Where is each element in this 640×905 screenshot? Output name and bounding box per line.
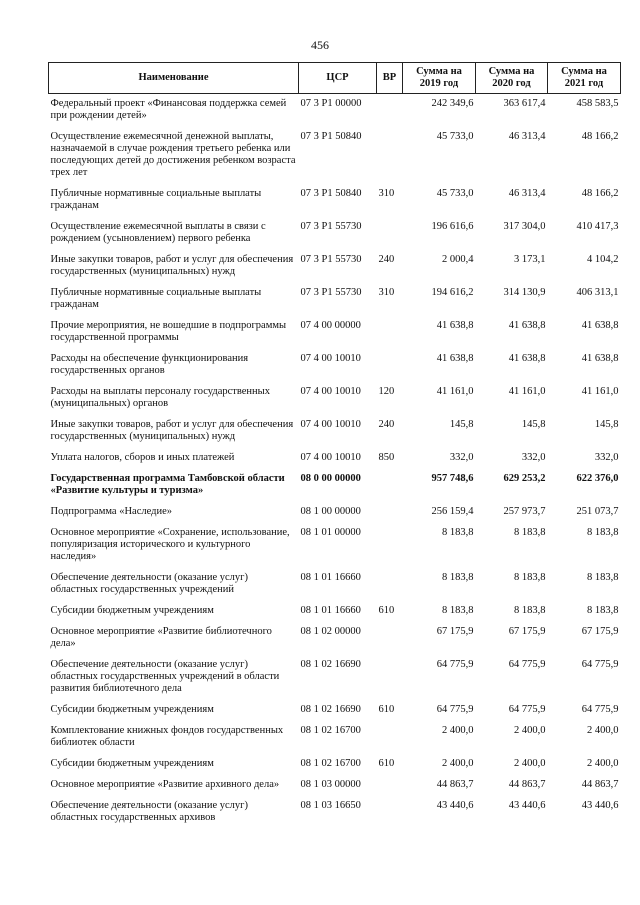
cell-csr: 08 1 01 16660 — [300, 572, 361, 583]
cell-y2021: 64 775,9 — [581, 659, 619, 670]
cell-y2021: 41 161,0 — [581, 386, 619, 397]
cell-y2021: 43 440,6 — [581, 800, 619, 811]
cell-y2021: 44 863,7 — [581, 779, 619, 790]
cell-csr: 07 4 00 10010 — [300, 353, 361, 364]
cell-name: Основное мероприятие «Развитие архивного дела» — [50, 779, 280, 790]
cell-y2021: 8 183,8 — [587, 605, 619, 616]
cell-y2020: 2 400,0 — [514, 725, 546, 736]
cell-csr: 08 1 02 00000 — [300, 626, 361, 637]
header-vr: ВР — [377, 63, 403, 94]
cell-csr: 07 4 00 00000 — [300, 320, 361, 331]
cell-y2019: 8 183,8 — [442, 605, 474, 616]
cell-y2021: 8 183,8 — [587, 572, 619, 583]
cell-y2019: 44 863,7 — [436, 779, 474, 790]
cell-name: Основное мероприятие «Сохранение, использование, популяризация исторического и культурного наследия» — [50, 527, 290, 562]
table-row — [49, 523, 621, 568]
cell-vr — [377, 568, 403, 601]
cell-y2019: 2 000,4 — [442, 254, 474, 265]
cell-y2019: 194 616,2 — [431, 287, 474, 298]
cell-y2021: 2 400,0 — [587, 758, 619, 769]
cell-y2020: 257 973,7 — [503, 506, 546, 517]
cell-csr: 08 1 01 16660 — [300, 605, 361, 616]
cell-name: Иные закупки товаров, работ и услуг для обеспечения государственных (муниципальных) нужд — [50, 419, 294, 442]
table-row — [49, 184, 621, 217]
cell-y2020: 46 313,4 — [508, 188, 546, 199]
cell-csr: 08 1 02 16690 — [300, 659, 361, 670]
cell-csr: 07 3 P1 00000 — [300, 98, 362, 109]
cell-y2021: 458 583,5 — [576, 98, 619, 109]
cell-y2021: 406 313,1 — [576, 287, 619, 298]
cell-vr — [377, 622, 403, 655]
cell-y2021: 48 166,2 — [581, 131, 619, 142]
header-sum-2020: Сумма на 2020 год — [476, 63, 548, 94]
cell-csr: 07 3 P1 50840 — [300, 131, 362, 142]
cell-y2019: 145,8 — [449, 419, 474, 430]
cell-y2020: 46 313,4 — [508, 131, 546, 142]
cell-y2021: 64 775,9 — [581, 704, 619, 715]
cell-name: Обеспечение деятельности (оказание услуг) областных государственных учреждений в области развития библиотечного дела — [50, 659, 280, 694]
cell-y2020: 41 638,8 — [508, 353, 546, 364]
cell-name: Субсидии бюджетным учреждениям — [50, 605, 214, 616]
cell-y2020: 363 617,4 — [503, 98, 546, 109]
cell-y2019: 196 616,6 — [431, 221, 474, 232]
cell-y2021: 410 417,3 — [576, 221, 619, 232]
table-row — [49, 283, 621, 316]
cell-y2020: 64 775,9 — [508, 704, 546, 715]
cell-name: Иные закупки товаров, работ и услуг для обеспечения государственных (муниципальных) нужд — [50, 254, 294, 277]
cell-csr: 08 1 00 00000 — [300, 506, 361, 517]
cell-csr: 08 1 03 16650 — [300, 800, 361, 811]
cell-name: Расходы на обеспечение функционирования государственных органов — [50, 353, 249, 376]
cell-y2020: 8 183,8 — [514, 527, 546, 538]
cell-y2020: 3 173,1 — [514, 254, 546, 265]
cell-csr: 07 4 00 10010 — [300, 452, 361, 463]
cell-name: Основное мероприятие «Развитие библиотечного дела» — [50, 626, 272, 649]
cell-name: Федеральный проект «Финансовая поддержка семей при рождении детей» — [50, 98, 287, 121]
cell-csr: 07 3 P1 50840 — [300, 188, 362, 199]
cell-y2020: 41 161,0 — [508, 386, 546, 397]
cell-y2020: 8 183,8 — [514, 605, 546, 616]
cell-name: Расходы на выплаты персоналу государственных (муниципальных) органов — [50, 386, 270, 409]
cell-vr — [377, 655, 403, 700]
table-row — [49, 622, 621, 655]
cell-y2020: 629 253,2 — [503, 473, 546, 484]
cell-csr: 08 0 00 00000 — [300, 473, 361, 484]
cell-csr: 07 3 P1 55730 — [300, 221, 362, 232]
cell-y2020: 67 175,9 — [508, 626, 546, 637]
table-body — [49, 94, 621, 830]
cell-y2019: 242 349,6 — [431, 98, 474, 109]
budget-table — [48, 62, 621, 829]
cell-name: Комплектование книжных фондов государственных библиотек области — [50, 725, 284, 748]
cell-csr: 08 1 03 00000 — [300, 779, 361, 790]
cell-y2021: 2 400,0 — [587, 725, 619, 736]
cell-name: Осуществление ежемесячной выплаты в связи с рождением (усыновлением) первого ребенка — [50, 221, 266, 244]
cell-y2019: 41 638,8 — [436, 320, 474, 331]
cell-vr — [377, 349, 403, 382]
cell-csr: 08 1 02 16700 — [300, 725, 361, 736]
cell-vr: 240 — [378, 419, 395, 430]
cell-y2021: 41 638,8 — [581, 320, 619, 331]
cell-vr: 310 — [378, 287, 395, 298]
cell-y2019: 43 440,6 — [436, 800, 474, 811]
cell-y2020: 64 775,9 — [508, 659, 546, 670]
cell-csr: 07 3 P1 55730 — [300, 254, 362, 265]
cell-y2021: 251 073,7 — [576, 506, 619, 517]
table-row — [49, 382, 621, 415]
table-row — [49, 415, 621, 448]
cell-y2019: 64 775,9 — [436, 704, 474, 715]
cell-y2019: 64 775,9 — [436, 659, 474, 670]
cell-y2020: 317 304,0 — [503, 221, 546, 232]
cell-vr: 610 — [378, 704, 395, 715]
cell-name: Подпрограмма «Наследие» — [50, 506, 172, 517]
table-row — [49, 94, 621, 128]
cell-y2019: 41 638,8 — [436, 353, 474, 364]
cell-y2020: 41 638,8 — [508, 320, 546, 331]
cell-vr — [377, 469, 403, 502]
cell-name: Публичные нормативные социальные выплаты гражданам — [50, 188, 262, 211]
cell-y2021: 145,8 — [594, 419, 619, 430]
table-row — [49, 655, 621, 700]
table-row — [49, 250, 621, 283]
cell-vr — [377, 523, 403, 568]
header-csr: ЦСР — [299, 63, 377, 94]
cell-name: Государственная программа Тамбовской области «Развитие культуры и туризма» — [50, 473, 285, 496]
cell-csr: 08 1 01 00000 — [300, 527, 361, 538]
cell-name: Прочие мероприятия, не вошедшие в подпрограммы государственной программы — [50, 320, 287, 343]
table-row — [49, 502, 621, 523]
cell-csr: 07 4 00 10010 — [300, 386, 361, 397]
cell-y2019: 957 748,6 — [431, 473, 474, 484]
cell-name: Осуществление ежемесячной денежной выплаты, назначаемой в случае рождения третьего ребенка или последующих детей до достижения ребенком возраста трех лет — [50, 131, 296, 178]
cell-vr: 610 — [378, 605, 395, 616]
cell-y2021: 622 376,0 — [576, 473, 619, 484]
cell-csr: 07 4 00 10010 — [300, 419, 361, 430]
cell-name: Публичные нормативные социальные выплаты гражданам — [50, 287, 262, 310]
table-row — [49, 775, 621, 796]
table-row — [49, 700, 621, 721]
cell-y2019: 2 400,0 — [442, 725, 474, 736]
cell-y2019: 8 183,8 — [442, 527, 474, 538]
cell-y2020: 44 863,7 — [508, 779, 546, 790]
cell-y2020: 145,8 — [521, 419, 546, 430]
cell-y2021: 41 638,8 — [581, 353, 619, 364]
cell-name: Обеспечение деятельности (оказание услуг) областных государственных учреждений — [50, 572, 248, 595]
cell-vr: 240 — [378, 254, 395, 265]
cell-y2020: 8 183,8 — [514, 572, 546, 583]
cell-y2019: 256 159,4 — [431, 506, 474, 517]
cell-vr — [377, 94, 403, 128]
header-name: Наименование — [49, 63, 299, 94]
cell-y2020: 2 400,0 — [514, 758, 546, 769]
table-row — [49, 316, 621, 349]
table-row — [49, 469, 621, 502]
cell-y2019: 332,0 — [449, 452, 474, 463]
cell-csr: 07 3 P1 55730 — [300, 287, 362, 298]
cell-y2021: 4 104,2 — [587, 254, 619, 265]
cell-y2020: 314 130,9 — [503, 287, 546, 298]
cell-vr — [377, 316, 403, 349]
cell-vr — [377, 127, 403, 184]
cell-name: Уплата налогов, сборов и иных платежей — [50, 452, 235, 463]
cell-vr — [377, 721, 403, 754]
cell-vr — [377, 217, 403, 250]
cell-vr — [377, 502, 403, 523]
cell-vr: 120 — [378, 386, 395, 397]
table-header — [49, 63, 621, 94]
table-row — [49, 796, 621, 829]
cell-y2021: 8 183,8 — [587, 527, 619, 538]
cell-y2020: 43 440,6 — [508, 800, 546, 811]
cell-y2019: 45 733,0 — [436, 188, 474, 199]
cell-vr: 850 — [378, 452, 395, 463]
cell-y2019: 2 400,0 — [442, 758, 474, 769]
cell-y2019: 8 183,8 — [442, 572, 474, 583]
cell-y2019: 67 175,9 — [436, 626, 474, 637]
table-row — [49, 349, 621, 382]
cell-vr: 610 — [378, 758, 395, 769]
cell-name: Обеспечение деятельности (оказание услуг) областных государственных архивов — [50, 800, 248, 823]
header-sum-2021: Сумма на 2021 год — [548, 63, 621, 94]
cell-name: Субсидии бюджетным учреждениям — [50, 758, 214, 769]
table-row — [49, 754, 621, 775]
table-row — [49, 601, 621, 622]
cell-vr — [377, 775, 403, 796]
header-sum-2019: Сумма на 2019 год — [403, 63, 476, 94]
table-row — [49, 448, 621, 469]
cell-y2021: 332,0 — [594, 452, 619, 463]
cell-y2021: 48 166,2 — [581, 188, 619, 199]
cell-y2019: 45 733,0 — [436, 131, 474, 142]
cell-vr — [377, 796, 403, 829]
cell-y2021: 67 175,9 — [581, 626, 619, 637]
table-row — [49, 568, 621, 601]
table-row — [49, 721, 621, 754]
table-row — [49, 217, 621, 250]
cell-csr: 08 1 02 16690 — [300, 704, 361, 715]
cell-y2019: 41 161,0 — [436, 386, 474, 397]
cell-name: Субсидии бюджетным учреждениям — [50, 704, 214, 715]
cell-y2020: 332,0 — [521, 452, 546, 463]
page-number: 456 — [311, 38, 329, 52]
table-row — [49, 127, 621, 184]
cell-vr: 310 — [378, 188, 395, 199]
cell-csr: 08 1 02 16700 — [300, 758, 361, 769]
